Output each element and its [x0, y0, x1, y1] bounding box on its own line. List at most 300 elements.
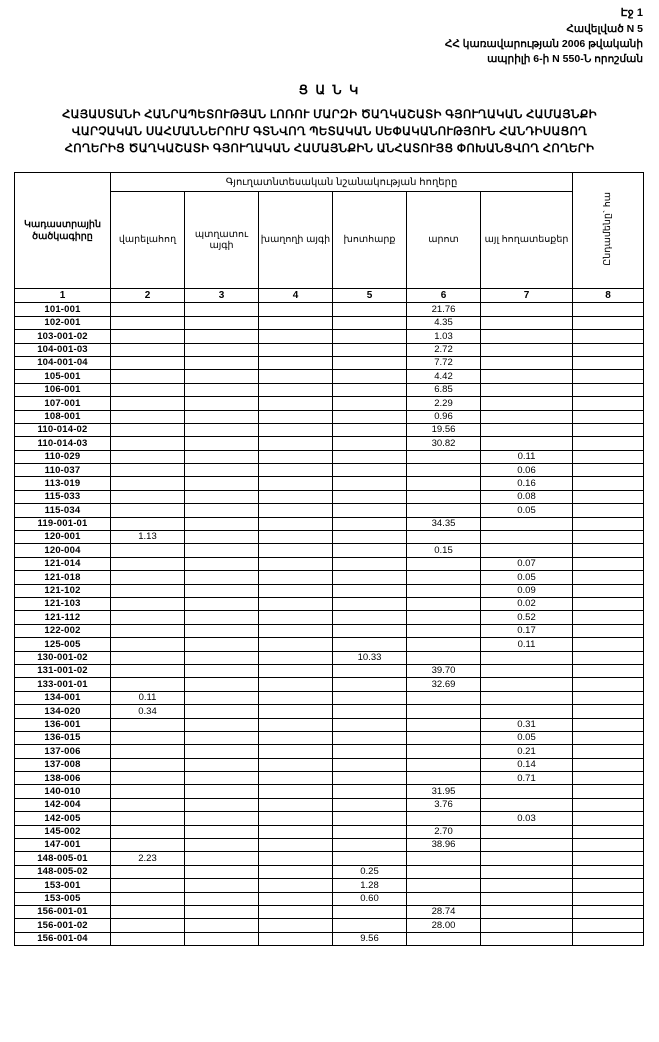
cell-total — [573, 571, 644, 584]
table-row — [15, 678, 644, 691]
cell-total — [573, 316, 644, 329]
cell-total — [573, 825, 644, 838]
cell-arable — [111, 504, 185, 517]
cell-other-land — [481, 691, 573, 704]
header-group-agricultural: Գյուղատնտեսական նշանակության հողերը — [111, 173, 573, 192]
cell-hayfield: 10.33 — [333, 651, 407, 664]
cell-other-land: 0.31 — [481, 718, 573, 731]
colnum-5: 5 — [333, 289, 407, 303]
cell-other-land — [481, 664, 573, 677]
page-number: Էջ 1 — [620, 7, 643, 19]
cell-vineyard — [259, 879, 333, 892]
cell-arable — [111, 772, 185, 785]
header-pasture: արոտ — [407, 192, 481, 289]
cell-total — [573, 490, 644, 503]
cell-cadastral-code: 136-015 — [15, 731, 111, 744]
cell-total — [573, 745, 644, 758]
cell-cadastral-code: 110-037 — [15, 464, 111, 477]
appendix-line-3: ապրիլի 6-ի N 550-Ն որոշման — [487, 53, 643, 66]
cell-orchard — [185, 731, 259, 744]
cell-pasture: 38.96 — [407, 839, 481, 852]
cell-vineyard — [259, 638, 333, 651]
cell-cadastral-code: 110-029 — [15, 450, 111, 463]
cell-cadastral-code: 107-001 — [15, 397, 111, 410]
cell-vineyard — [259, 705, 333, 718]
cell-hayfield — [333, 691, 407, 704]
cell-orchard — [185, 718, 259, 731]
cell-orchard — [185, 356, 259, 369]
cell-arable — [111, 611, 185, 624]
cell-vineyard — [259, 370, 333, 383]
subtitle-line-2: ՎԱՐՉԱԿԱՆ ՍԱՀՄԱՆՆԵՐՈՒՄ ԳՏՆՎՈՂ ՊԵՏԱԿԱՆ ՍԵՓԱԿԱՆՈՒԹՅՈՒՆ ՀԱՆԴԻՍԱՑՈՂ — [71, 125, 588, 138]
cell-total — [573, 397, 644, 410]
cell-pasture — [407, 932, 481, 945]
cell-hayfield — [333, 705, 407, 718]
cell-total — [573, 664, 644, 677]
cell-pasture — [407, 464, 481, 477]
table-row — [15, 852, 644, 865]
cell-cadastral-code: 125-005 — [15, 638, 111, 651]
cell-other-land — [481, 531, 573, 544]
cell-arable — [111, 490, 185, 503]
cell-orchard — [185, 611, 259, 624]
cell-orchard — [185, 705, 259, 718]
table-row — [15, 611, 644, 624]
cell-arable — [111, 544, 185, 557]
cell-hayfield — [333, 330, 407, 343]
cell-cadastral-code: 110-014-03 — [15, 437, 111, 450]
table-row — [15, 477, 644, 490]
cell-pasture — [407, 745, 481, 758]
cell-arable: 0.11 — [111, 691, 185, 704]
table-row — [15, 651, 644, 664]
cell-pasture: 0.15 — [407, 544, 481, 557]
cell-vineyard — [259, 423, 333, 436]
cell-pasture — [407, 490, 481, 503]
cell-total — [573, 691, 644, 704]
cell-other-land — [481, 919, 573, 932]
cell-cadastral-code: 104-001-04 — [15, 356, 111, 369]
cell-hayfield — [333, 517, 407, 530]
table-row — [15, 664, 644, 677]
cell-pasture — [407, 638, 481, 651]
cell-vineyard — [259, 330, 333, 343]
cell-total — [573, 383, 644, 396]
cell-total — [573, 865, 644, 878]
cell-cadastral-code: 147-001 — [15, 839, 111, 852]
cell-total — [573, 772, 644, 785]
cell-hayfield — [333, 490, 407, 503]
cell-orchard — [185, 423, 259, 436]
cell-hayfield — [333, 758, 407, 771]
cell-arable — [111, 477, 185, 490]
cell-arable — [111, 745, 185, 758]
cell-hayfield — [333, 557, 407, 570]
cell-other-land — [481, 865, 573, 878]
cell-hayfield — [333, 905, 407, 918]
table-row — [15, 464, 644, 477]
cell-pasture — [407, 691, 481, 704]
cell-cadastral-code: 153-001 — [15, 879, 111, 892]
cell-arable — [111, 919, 185, 932]
header-vineyard: խաղողի այգի — [259, 192, 333, 289]
cell-hayfield — [333, 571, 407, 584]
cell-cadastral-code: 113-019 — [15, 477, 111, 490]
cell-cadastral-code: 138-006 — [15, 772, 111, 785]
cell-cadastral-code: 156-001-02 — [15, 919, 111, 932]
cell-hayfield — [333, 343, 407, 356]
cell-vineyard — [259, 664, 333, 677]
cell-cadastral-code: 121-014 — [15, 557, 111, 570]
table-row — [15, 798, 644, 811]
cell-pasture: 2.29 — [407, 397, 481, 410]
cell-vineyard — [259, 718, 333, 731]
cell-hayfield — [333, 437, 407, 450]
table-row — [15, 638, 644, 651]
table-row — [15, 718, 644, 731]
cell-total — [573, 678, 644, 691]
cell-arable — [111, 423, 185, 436]
header-hayfield: խոտհարք — [333, 192, 407, 289]
cell-total — [573, 544, 644, 557]
cell-other-land — [481, 932, 573, 945]
cell-orchard — [185, 932, 259, 945]
cell-other-land — [481, 517, 573, 530]
cell-orchard — [185, 758, 259, 771]
table-row — [15, 879, 644, 892]
cell-orchard — [185, 490, 259, 503]
column-number-row — [15, 289, 644, 303]
cell-hayfield — [333, 598, 407, 611]
land-parcels-table — [14, 172, 644, 946]
cell-orchard — [185, 517, 259, 530]
header-other-land: այլ հողատեսքեր — [481, 192, 573, 289]
cell-other-land — [481, 798, 573, 811]
cell-hayfield: 9.56 — [333, 932, 407, 945]
colnum-6: 6 — [407, 289, 481, 303]
colnum-3: 3 — [185, 289, 259, 303]
cell-pasture — [407, 865, 481, 878]
cell-total — [573, 798, 644, 811]
cell-orchard — [185, 571, 259, 584]
cell-cadastral-code: 142-004 — [15, 798, 111, 811]
cell-pasture: 34.35 — [407, 517, 481, 530]
cell-vineyard — [259, 678, 333, 691]
cell-hayfield — [333, 477, 407, 490]
cell-orchard — [185, 598, 259, 611]
colnum-8: 8 — [573, 289, 644, 303]
cell-orchard — [185, 691, 259, 704]
cell-hayfield — [333, 303, 407, 316]
cell-total — [573, 879, 644, 892]
cell-other-land — [481, 423, 573, 436]
cell-orchard — [185, 557, 259, 570]
cell-hayfield — [333, 584, 407, 597]
cell-other-land — [481, 544, 573, 557]
table-row — [15, 370, 644, 383]
cell-arable: 1.13 — [111, 531, 185, 544]
cell-orchard — [185, 330, 259, 343]
cell-orchard — [185, 624, 259, 637]
cell-cadastral-code: 137-006 — [15, 745, 111, 758]
cell-vineyard — [259, 839, 333, 852]
cell-other-land — [481, 330, 573, 343]
cell-orchard — [185, 437, 259, 450]
table-row — [15, 504, 644, 517]
cell-total — [573, 517, 644, 530]
cell-vineyard — [259, 598, 333, 611]
cell-total — [573, 905, 644, 918]
table-row — [15, 731, 644, 744]
cell-arable — [111, 356, 185, 369]
cell-vineyard — [259, 571, 333, 584]
cell-orchard — [185, 678, 259, 691]
cell-total — [573, 611, 644, 624]
cell-hayfield — [333, 383, 407, 396]
cell-total — [573, 531, 644, 544]
cell-arable — [111, 718, 185, 731]
cell-hayfield — [333, 410, 407, 423]
cell-cadastral-code: 108-001 — [15, 410, 111, 423]
cell-vineyard — [259, 490, 333, 503]
cell-orchard — [185, 919, 259, 932]
cell-orchard — [185, 865, 259, 878]
cell-pasture — [407, 624, 481, 637]
cell-total — [573, 598, 644, 611]
header-total-label: Ընդամենը` հա — [602, 192, 614, 266]
cell-other-land: 0.05 — [481, 731, 573, 744]
cell-hayfield — [333, 531, 407, 544]
cell-cadastral-code: 121-018 — [15, 571, 111, 584]
cell-arable — [111, 879, 185, 892]
cell-pasture: 4.42 — [407, 370, 481, 383]
cell-cadastral-code: 106-001 — [15, 383, 111, 396]
cell-hayfield — [333, 785, 407, 798]
cell-vineyard — [259, 557, 333, 570]
cell-other-land — [481, 852, 573, 865]
cell-pasture — [407, 705, 481, 718]
cell-arable — [111, 557, 185, 570]
cell-other-land — [481, 825, 573, 838]
cell-other-land — [481, 705, 573, 718]
cell-pasture: 21.76 — [407, 303, 481, 316]
cell-total — [573, 450, 644, 463]
appendix-line-2: ՀՀ կառավարության 2006 թվականի — [444, 38, 643, 51]
table-row — [15, 705, 644, 718]
cell-total — [573, 624, 644, 637]
cell-cadastral-code: 119-001-01 — [15, 517, 111, 530]
cell-hayfield — [333, 772, 407, 785]
cell-pasture: 28.00 — [407, 919, 481, 932]
cell-vineyard — [259, 919, 333, 932]
cell-other-land: 0.14 — [481, 758, 573, 771]
cell-orchard — [185, 638, 259, 651]
cell-total — [573, 919, 644, 932]
cell-total — [573, 423, 644, 436]
cell-arable — [111, 664, 185, 677]
cell-cadastral-code: 142-005 — [15, 812, 111, 825]
cell-total — [573, 330, 644, 343]
cell-orchard — [185, 852, 259, 865]
cell-other-land — [481, 839, 573, 852]
cell-vineyard — [259, 758, 333, 771]
cell-total — [573, 638, 644, 651]
cell-total — [573, 812, 644, 825]
header-orchard: պտղատու այգի — [185, 192, 259, 289]
cell-cadastral-code: 121-112 — [15, 611, 111, 624]
table-row — [15, 624, 644, 637]
cell-vineyard — [259, 691, 333, 704]
cell-arable — [111, 758, 185, 771]
cell-pasture: 1.03 — [407, 330, 481, 343]
cell-pasture — [407, 812, 481, 825]
cell-pasture: 2.70 — [407, 825, 481, 838]
table-row — [15, 423, 644, 436]
cell-arable: 2.23 — [111, 852, 185, 865]
cell-other-land: 0.02 — [481, 598, 573, 611]
cell-arable — [111, 383, 185, 396]
cell-total — [573, 584, 644, 597]
cell-pasture — [407, 611, 481, 624]
cell-arable — [111, 330, 185, 343]
cell-arable — [111, 303, 185, 316]
cell-orchard — [185, 303, 259, 316]
table-row — [15, 343, 644, 356]
cell-orchard — [185, 450, 259, 463]
cell-other-land — [481, 383, 573, 396]
cell-other-land — [481, 651, 573, 664]
cell-arable — [111, 651, 185, 664]
cell-vineyard — [259, 584, 333, 597]
cell-hayfield — [333, 397, 407, 410]
cell-cadastral-code: 134-001 — [15, 691, 111, 704]
cell-other-land: 0.08 — [481, 490, 573, 503]
cell-cadastral-code: 156-001-01 — [15, 905, 111, 918]
cell-orchard — [185, 370, 259, 383]
cell-hayfield — [333, 825, 407, 838]
table-row — [15, 919, 644, 932]
cell-other-land — [481, 437, 573, 450]
cell-arable — [111, 892, 185, 905]
table-row — [15, 772, 644, 785]
cell-vineyard — [259, 397, 333, 410]
cell-pasture: 32.69 — [407, 678, 481, 691]
table-row — [15, 892, 644, 905]
cell-hayfield — [333, 664, 407, 677]
table-row — [15, 785, 644, 798]
cell-arable — [111, 812, 185, 825]
colnum-7: 7 — [481, 289, 573, 303]
cell-arable — [111, 343, 185, 356]
cell-cadastral-code: 121-102 — [15, 584, 111, 597]
cell-hayfield — [333, 745, 407, 758]
cell-pasture — [407, 450, 481, 463]
cell-pasture — [407, 731, 481, 744]
cell-other-land — [481, 892, 573, 905]
table-header — [15, 173, 644, 303]
cell-vineyard — [259, 932, 333, 945]
cell-pasture: 0.96 — [407, 410, 481, 423]
cell-other-land: 0.07 — [481, 557, 573, 570]
cell-pasture: 7.72 — [407, 356, 481, 369]
table-row — [15, 571, 644, 584]
table-row — [15, 825, 644, 838]
cell-total — [573, 437, 644, 450]
cell-pasture — [407, 477, 481, 490]
cell-total — [573, 785, 644, 798]
cell-orchard — [185, 798, 259, 811]
cell-other-land — [481, 785, 573, 798]
cell-hayfield — [333, 718, 407, 731]
cell-other-land: 0.05 — [481, 504, 573, 517]
cell-orchard — [185, 343, 259, 356]
cell-orchard — [185, 397, 259, 410]
table-row — [15, 932, 644, 945]
cell-arable — [111, 450, 185, 463]
cell-hayfield — [333, 450, 407, 463]
cell-vineyard — [259, 437, 333, 450]
cell-vineyard — [259, 383, 333, 396]
cell-hayfield — [333, 504, 407, 517]
cell-total — [573, 477, 644, 490]
cell-pasture — [407, 598, 481, 611]
cell-vineyard — [259, 785, 333, 798]
cell-orchard — [185, 504, 259, 517]
cell-arable — [111, 839, 185, 852]
cell-orchard — [185, 464, 259, 477]
cell-hayfield — [333, 678, 407, 691]
cell-other-land: 0.11 — [481, 450, 573, 463]
cell-orchard — [185, 383, 259, 396]
cell-other-land — [481, 303, 573, 316]
cell-vineyard — [259, 611, 333, 624]
cell-pasture: 6.85 — [407, 383, 481, 396]
cell-total — [573, 651, 644, 664]
cell-hayfield: 1.28 — [333, 879, 407, 892]
cell-hayfield — [333, 638, 407, 651]
table-row — [15, 745, 644, 758]
cell-arable — [111, 932, 185, 945]
cell-pasture — [407, 531, 481, 544]
cell-hayfield: 0.25 — [333, 865, 407, 878]
cell-vineyard — [259, 504, 333, 517]
cell-other-land — [481, 905, 573, 918]
cell-orchard — [185, 664, 259, 677]
cell-cadastral-code: 115-034 — [15, 504, 111, 517]
cell-total — [573, 892, 644, 905]
cell-arable — [111, 905, 185, 918]
cell-cadastral-code: 153-005 — [15, 892, 111, 905]
cell-orchard — [185, 584, 259, 597]
cell-vineyard — [259, 477, 333, 490]
cell-vineyard — [259, 852, 333, 865]
cell-other-land — [481, 678, 573, 691]
cell-vineyard — [259, 772, 333, 785]
cell-arable — [111, 638, 185, 651]
cell-other-land — [481, 397, 573, 410]
colnum-1: 1 — [15, 289, 111, 303]
cell-orchard — [185, 825, 259, 838]
cell-vineyard — [259, 731, 333, 744]
cell-vineyard — [259, 892, 333, 905]
cell-total — [573, 303, 644, 316]
cell-cadastral-code: 140-010 — [15, 785, 111, 798]
cell-cadastral-code: 156-001-04 — [15, 932, 111, 945]
cell-hayfield — [333, 624, 407, 637]
table-row — [15, 544, 644, 557]
cell-cadastral-code: 101-001 — [15, 303, 111, 316]
cell-cadastral-code: 145-002 — [15, 825, 111, 838]
